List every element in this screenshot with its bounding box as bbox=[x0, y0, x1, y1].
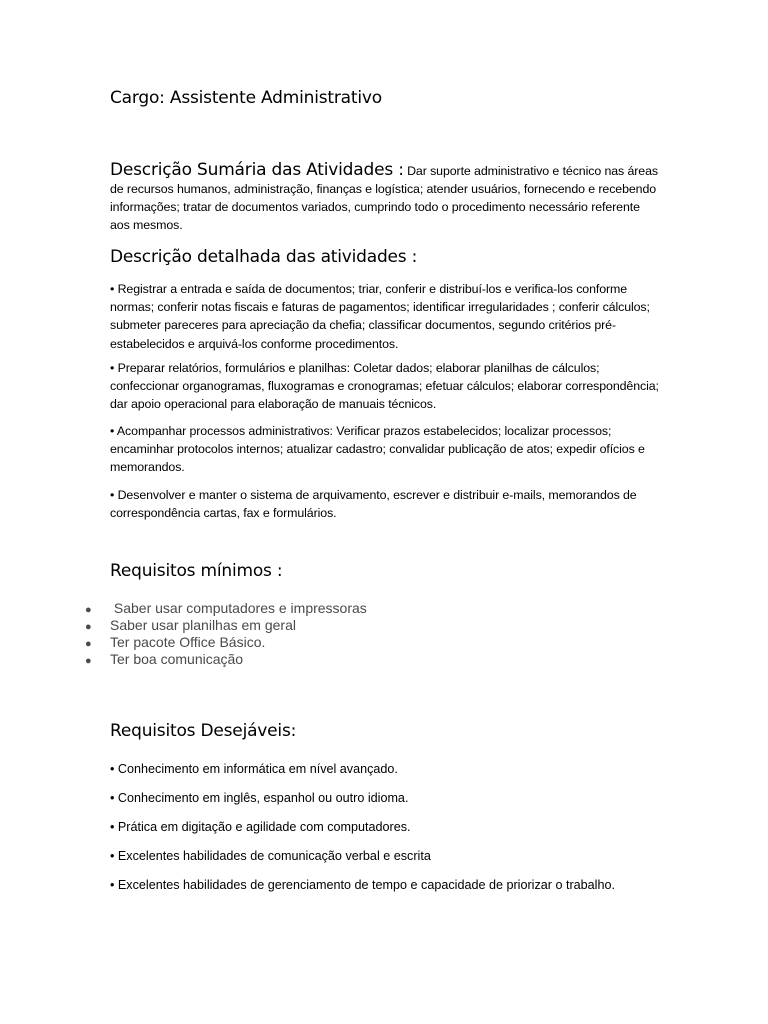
list-item bbox=[85, 600, 367, 617]
detailed-item-4: • Desenvolver e manter o sistema de arquivamento, escrever e distribuir e-mails, memorandos de correspondência cartas, fax e formulários. bbox=[110, 488, 637, 521]
desired-requirements-heading: Requisitos Desejáveis: bbox=[110, 721, 297, 741]
bullet-icon: ● bbox=[85, 621, 92, 633]
detailed-item-1: • Registrar a entrada e saída de documentos; triar, conferir e distribuí-los e verifica-los conforme normas; conferir notas fiscais e faturas de pagamentos; identificar irregularidades ; conferir cálculos; submeter pareceres para apreciação da chefia; classificar documentos, segundo critérios pré-estabelecidos e arquivá-los conforme procedimentos. bbox=[110, 282, 650, 351]
detailed-item-3: • Acompanhar processos administrativos: Verificar prazos estabelecidos; localizar processos; encaminhar protocolos internos; atualizar cadastro; convalidar publicação de atos; expedir ofícios e memorandos. bbox=[110, 424, 645, 475]
list-item-text: Saber usar computadores e impressoras bbox=[110, 600, 367, 616]
list-item bbox=[85, 651, 367, 668]
bullet-icon: ● bbox=[85, 604, 92, 616]
detailed-heading: Descrição detalhada das atividades : bbox=[110, 247, 418, 267]
minimum-requirements-heading: Requisitos mínimos : bbox=[110, 561, 283, 581]
desired-item-3: • Prática em digitação e agilidade com computadores. bbox=[110, 820, 411, 834]
summary-text: Dar suporte administrativo e técnico nas áreas de recursos humanos, administração, finanças e logística; atender usuários, fornecendo e recebendo informações; tratar de documentos variados, cumprindo todo o procedimento necessário referente aos mesmos. bbox=[110, 164, 658, 232]
summary-heading: Descrição Sumária das Atividades : bbox=[110, 160, 404, 180]
minimum-requirements-list bbox=[85, 600, 367, 668]
job-title: Cargo: Assistente Administrativo bbox=[110, 88, 382, 108]
summary-section bbox=[110, 161, 660, 234]
desired-item-1: • Conhecimento em informática em nível avançado. bbox=[110, 762, 398, 776]
list-item bbox=[85, 617, 367, 634]
list-item-text: Ter boa comunicação bbox=[110, 651, 244, 667]
list-item bbox=[85, 634, 367, 651]
detailed-item-2: • Preparar relatórios, formulários e planilhas: Coletar dados; elaborar planilhas de cálculos; confeccionar organogramas, fluxogramas e cronogramas; efetuar cálculos; elaborar correspondência; dar apoio operacional para elaboração de manuais técnicos. bbox=[110, 361, 659, 412]
list-item-text: Saber usar planilhas em geral bbox=[110, 617, 296, 633]
desired-item-5: • Excelentes habilidades de gerenciamento de tempo e capacidade de priorizar o trabalho. bbox=[110, 878, 615, 892]
desired-item-2: • Conhecimento em inglês, espanhol ou outro idioma. bbox=[110, 791, 409, 805]
desired-item-4: • Excelentes habilidades de comunicação verbal e escrita bbox=[110, 849, 431, 863]
list-item-text: Ter pacote Office Básico. bbox=[110, 634, 266, 650]
bullet-icon: ● bbox=[85, 655, 92, 667]
bullet-icon: ● bbox=[85, 638, 92, 650]
